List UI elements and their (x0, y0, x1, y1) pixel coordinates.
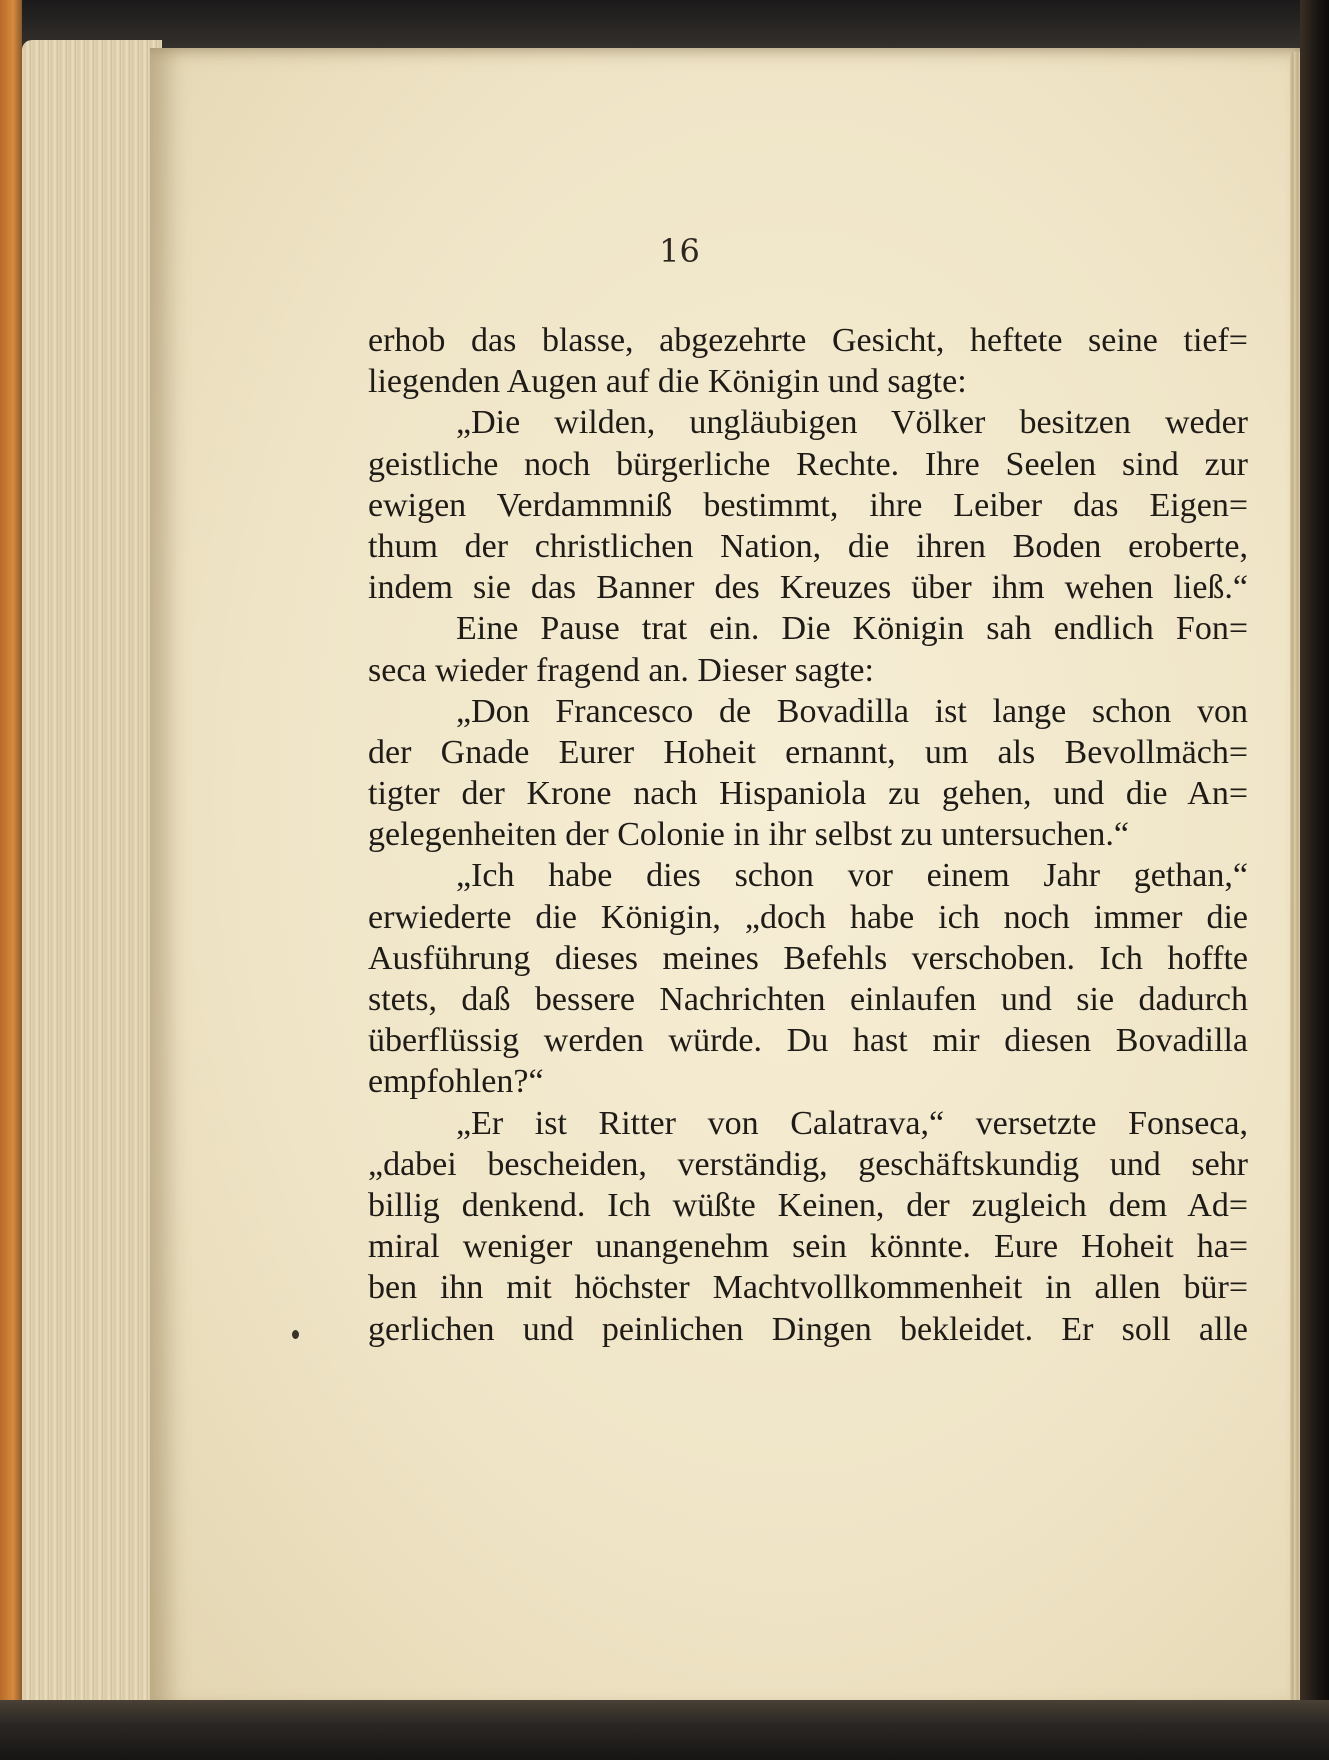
body-text (368, 320, 1248, 1350)
text-line: gerlichen und peinlichen Dingen bekleidet. Er soll alle (368, 1310, 1248, 1348)
text-line: erwiederte die Königin, „doch habe ich noch immer die (368, 898, 1248, 936)
text-line: „Er ist Ritter von Calatrava,“ versetzte Fonseca, (456, 1104, 1248, 1142)
page-number: 16 (659, 232, 700, 270)
text-line: liegenden Augen auf die Königin und sagte: (368, 363, 967, 401)
text-line: indem sie das Banner des Kreuzes über ihm wehen ließ.“ (368, 569, 1248, 607)
text-line: „Ich habe dies schon vor einem Jahr gethan,“ (456, 857, 1248, 895)
text-line: „Die wilden, ungläubigen Völker besitzen weder (456, 404, 1248, 442)
text-line: empfohlen?“ (368, 1063, 544, 1101)
text-line: gelegenheiten der Colonie in ihr selbst zu untersuchen.“ (368, 816, 1129, 854)
text-line: erhob das blasse, abgezehrte Gesicht, heftete seine tief= (368, 322, 1248, 359)
text-line: tigter der Krone nach Hispaniola zu gehen, und die An= (368, 775, 1248, 813)
text-line: Eine Pause trat ein. Die Königin sah endlich Fon= (456, 610, 1248, 648)
text-line: „Don Francesco de Bovadilla ist lange schon von (456, 692, 1248, 730)
text-line: billig denkend. Ich wüßte Keinen, der zugleich dem Ad= (368, 1186, 1248, 1224)
text-line: stets, daß bessere Nachrichten einlaufen und sie dadurch (368, 981, 1248, 1018)
text-line: der Gnade Eurer Hoheit ernannt, um als Bevollmäch= (368, 733, 1248, 771)
text-line: seca wieder fragend an. Dieser sagte: (368, 651, 874, 689)
book-cover-bottom-edge (0, 1700, 1329, 1760)
text-line: überflüssig werden würde. Du hast mir diesen Bovadilla (368, 1022, 1248, 1060)
text-line: Ausführung dieses meines Befehls verschoben. Ich hoffte (368, 939, 1248, 977)
text-line: miral weniger unangenehm sein könnte. Eure Hoheit ha= (368, 1228, 1248, 1266)
page-stack-left (22, 40, 162, 1720)
text-line: thum der christlichen Nation, die ihren Boden eroberte, (368, 527, 1248, 565)
text-line: ewigen Verdammniß bestimmt, ihre Leiber das Eigen= (368, 486, 1248, 524)
text-line: ben ihn mit höchster Machtvollkommenheit in allen bür= (368, 1269, 1248, 1307)
text-line: geistliche noch bürgerliche Rechte. Ihre Seelen sind zur (368, 445, 1248, 483)
text-line: „dabei bescheiden, verständig, geschäftskundig und sehr (368, 1145, 1248, 1183)
ink-speck (292, 1330, 299, 1339)
